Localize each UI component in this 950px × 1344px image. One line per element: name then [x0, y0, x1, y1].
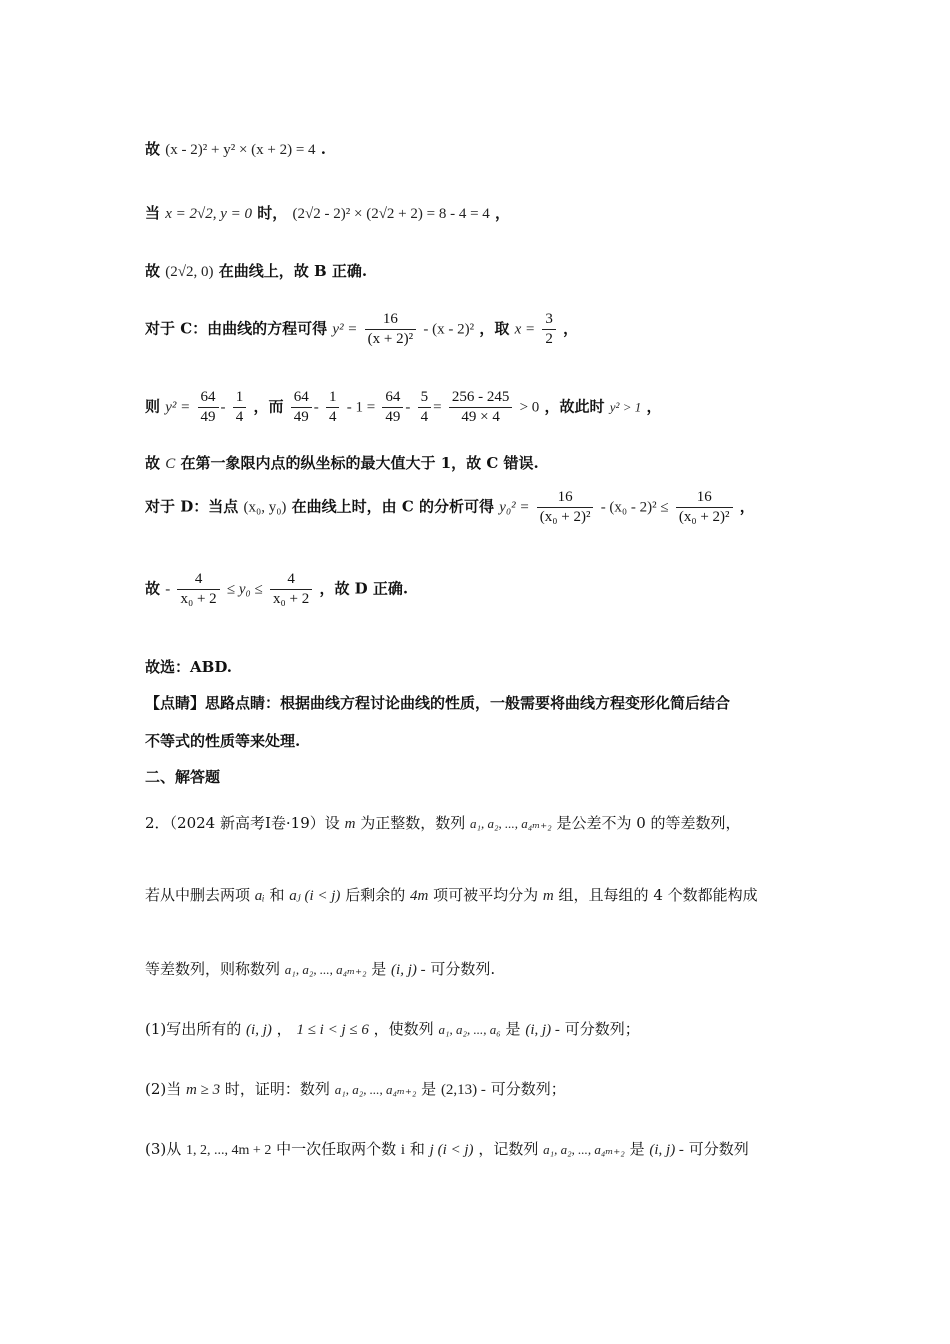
equation-line-7: 对于 D：当点 (x₀, y₀) 在曲线上时，由 C 的分析可得 y₀² = $\frac{16}{\text{(x₀ + 2)²}}$ - (x₀ - 2)² ≤ $\frac{16}{\text{(x₀ + 2)²}}$ ， — [145, 489, 755, 525]
math-expression: (x - 2)² + y² × (x + 2) = 4 — [165, 142, 316, 158]
equation-line-4: 对于 C：由曲线的方程可得 y² = $\frac{16}{\text{(x + 2)²}}$ - (x - 2)² ，取 x = $\frac{3}{2}$ ， — [145, 311, 579, 347]
subquestion-3: (3)从 1, 2, ..., 4m + 2 中一次任取两个数 i 和 j (i < j) ，记数列 a₁, a₂, ..., a₄ₘ₊₂ 是 (i, j) - 可分数列 — [145, 1140, 749, 1158]
equation-line-2: 当 x = 2√2, y = 0 时， (2√2 - 2)² × (2√2 + 2) = 8 - 4 = 4 ， — [145, 204, 511, 222]
tip-line-1: 【点睛】思路点睛：根据曲线方程讨论曲线的性质，一般需要将曲线方程变形化简后结合 — [145, 694, 731, 712]
equation-line-3: 故 (2√2, 0) 在曲线上，故 B 正确. — [145, 262, 368, 280]
equation-line-6: 故 C 在第一象限内点的纵坐标的最大值大于 1，故 C 错误. — [145, 454, 539, 472]
section-heading: 二、解答题 — [145, 768, 221, 786]
problem-line-3: 等差数列，则称数列 a₁, a₂, ..., a₄ₘ₊₂ 是 (i, j) - 可分数列. — [145, 960, 496, 978]
fraction: $\frac{16}{\text{(x + 2)²}}$ — [365, 310, 416, 349]
equation-line-1: 故 (x - 2)² + y² × (x + 2) = 4 . — [145, 140, 327, 158]
problem-line-2: 若从中删去两项 aᵢ 和 aⱼ (i < j) 后剩余的 4m 项可被平均分为 m 组，且每组的 4 个数都能构成 — [145, 886, 758, 904]
tip-line-2: 不等式的性质等来处理. — [145, 732, 301, 750]
answer-line: 故选：ABD. — [145, 658, 233, 676]
fraction: $\frac{3}{2}$ — [542, 310, 556, 349]
subquestion-2: (2)当 m ≥ 3 时，证明：数列 a₁, a₂, ..., a₄ₘ₊₂ 是 (2,13) - 可分数列； — [145, 1080, 566, 1098]
equation-line-5: 则 y² = $\frac{64}{49}$ - $\frac{1}{4}$ ，而 $\frac{64}{49}$ - $\frac{1}{4}$ - 1 = $\frac{64}{49}$ - $\frac{5}{4}$ = $\frac{256 - 245}{49 \times 4}$ > 0 ，故此时 y² > 1 ， — [145, 389, 662, 425]
equation-line-8: 故 - $\frac{4}{\text{x₀ + 2}}$ ≤ y₀ ≤ $\frac{4}{\text{x₀ + 2}}$ ，故 D 正确. — [145, 571, 409, 607]
problem-line-1: 2．（2024 新高考Ⅰ卷·19）设 m 为正整数，数列 a₁, a₂, ..., a₄ₘ₊₂ 是公差不为 0 的等差数列， — [145, 814, 741, 832]
subquestion-1: (1)写出所有的 (i, j) ， 1 ≤ i < j ≤ 6 ，使数列 a₁, a₂, ..., a₆ 是 (i, j) - 可分数列； — [145, 1020, 640, 1038]
